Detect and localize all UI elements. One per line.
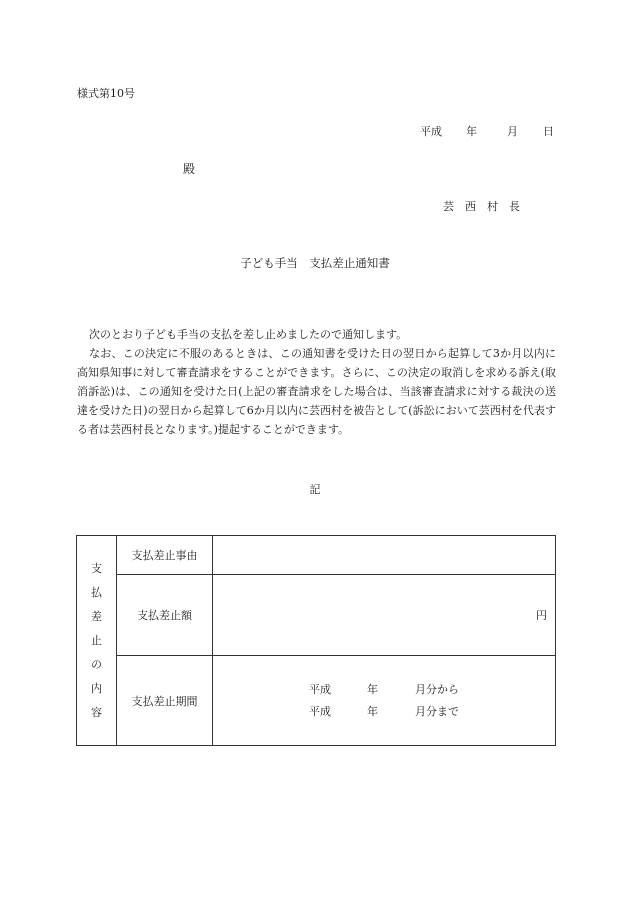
period-to-month: 月分まで bbox=[415, 704, 459, 718]
period-value-cell[interactable] bbox=[213, 656, 556, 746]
vertical-char: 止 bbox=[91, 633, 102, 647]
form-number: 様式第10号 bbox=[77, 87, 135, 100]
period-from-year: 年 bbox=[367, 682, 378, 696]
vertical-label bbox=[77, 536, 117, 746]
body-text bbox=[77, 325, 556, 439]
period-from-era: 平成 bbox=[309, 682, 331, 696]
amount-value-cell[interactable] bbox=[213, 575, 556, 656]
issuer-name: 芸 西 村 長 bbox=[443, 200, 520, 213]
document-title: 子ども手当 支払差止通知書 bbox=[240, 256, 390, 270]
date-era: 平成 bbox=[420, 125, 442, 138]
period-from-month: 月分から bbox=[415, 682, 459, 696]
body-paragraph-1: 次のとおり子ども手当の支払を差し止めましたので通知します。 bbox=[89, 328, 408, 341]
period-to bbox=[309, 701, 555, 723]
addressee-suffix: 殿 bbox=[183, 162, 196, 176]
reason-label: 支払差止事由 bbox=[117, 536, 213, 575]
vertical-char: 支 bbox=[91, 561, 102, 575]
date-line bbox=[420, 123, 554, 139]
date-day: 日 bbox=[543, 125, 554, 138]
vertical-char: 容 bbox=[91, 705, 102, 719]
vertical-char: 内 bbox=[91, 681, 102, 695]
period-label: 支払差止期間 bbox=[117, 656, 213, 746]
date-month: 月 bbox=[507, 125, 518, 138]
reason-value-cell[interactable] bbox=[213, 536, 556, 575]
date-year: 年 bbox=[466, 125, 477, 138]
ki-heading: 記 bbox=[309, 483, 321, 496]
body-paragraph-2: なお、この決定に不服のあるときは、この通知書を受けた日の翌日から起算して3か月以内に高知県知事に対して審査請求をすることができます。さらに、この決定の取消しを求める訴え(取消訴訟)は、この通知を受けた日(上記の審査請求をした場合は、当該審査請求に対する裁決の送達を受けた日)の翌日から起算して6か月以内に芸西村を被告として(訴訟において芸西村を代表する者は芸西村長となります。)提起することができます。 bbox=[77, 347, 556, 436]
period-to-era: 平成 bbox=[309, 704, 331, 718]
amount-label: 支払差止額 bbox=[117, 575, 213, 656]
vertical-char: 払 bbox=[91, 585, 102, 599]
vertical-char: 差 bbox=[91, 609, 102, 623]
period-to-year: 年 bbox=[367, 704, 378, 718]
suspension-content-table bbox=[76, 535, 556, 744]
period-from bbox=[309, 679, 555, 701]
vertical-char: の bbox=[91, 657, 102, 671]
amount-unit: 円 bbox=[536, 609, 547, 622]
